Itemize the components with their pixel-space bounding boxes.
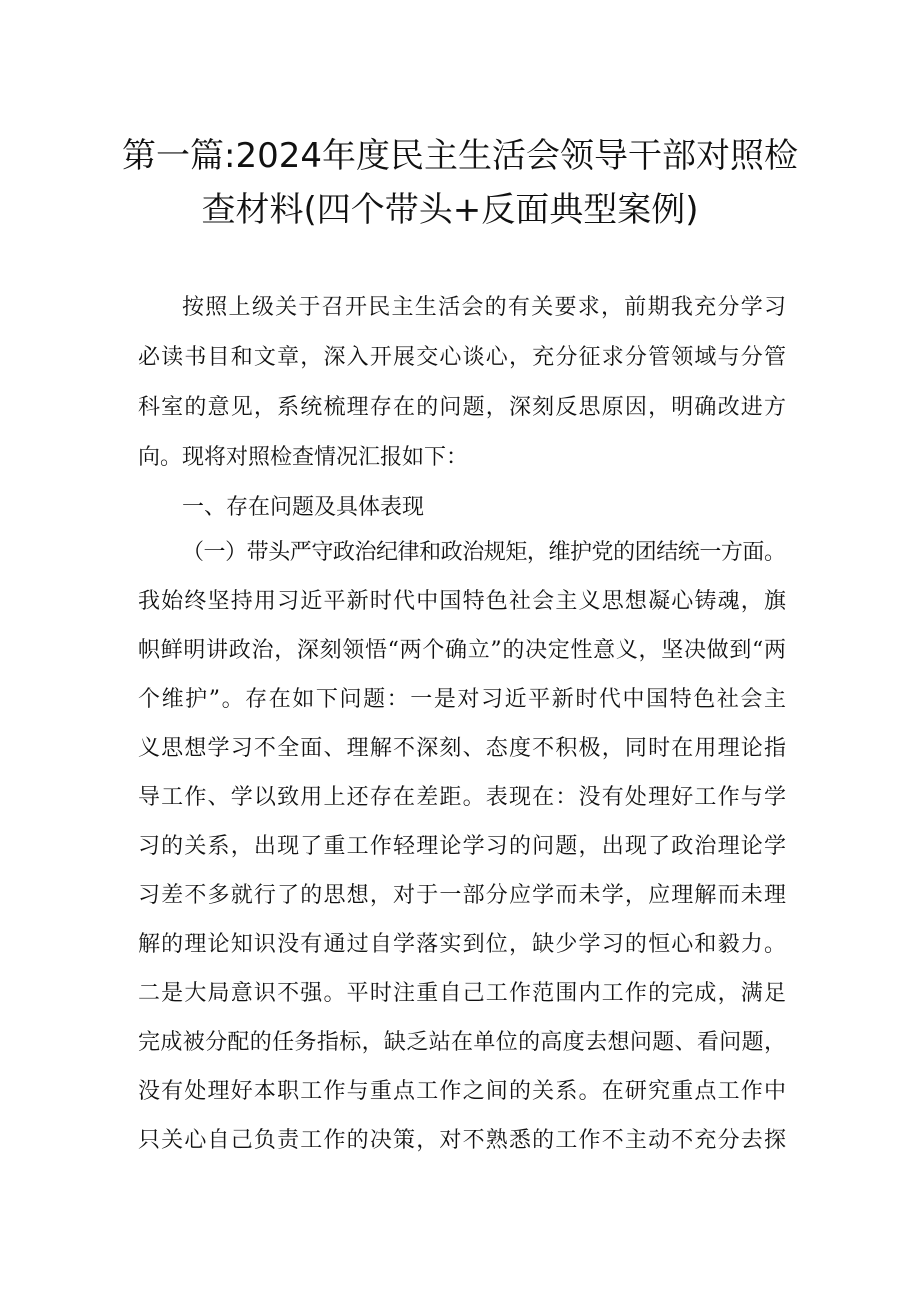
intro-line: 必读书目和文章，深入开展交心谈心，充分征求分管领域与分管: [138, 345, 788, 370]
body-line: （一）带头严守政治纪律和政治规矩，维护党的团结统一方面。: [182, 540, 786, 565]
body-line: 个维护”。存在如下问题：一是对习近平新时代中国特色社会主: [138, 687, 788, 712]
body-line: 没有处理好本职工作与重点工作之间的关系。在研究重点工作中: [138, 1079, 788, 1104]
body-line: 我始终坚持用习近平新时代中国特色社会主义思想凝心铸魂，旗: [138, 589, 788, 614]
body-line: 义思想学习不全面、理解不深刻、态度不积极，同时在用理论指: [138, 736, 788, 761]
section-heading: 一、存在问题及具体表现: [182, 495, 425, 520]
body-line: 解的理论知识没有通过自学落实到位，缺少学习的恒心和毅力。: [138, 932, 788, 957]
body-line: 习的关系，出现了重工作轻理论学习的问题，出现了政治理论学: [138, 834, 788, 859]
document-title-line-2: 查材料(四个带头+反面典型案例): [201, 190, 699, 230]
document-title-line-1: 第一篇:2024年度民主生活会领导干部对照检: [122, 136, 798, 176]
intro-line: 科室的意见，系统梳理存在的问题，深刻反思原因，明确改进方: [138, 395, 788, 420]
body-line: 完成被分配的任务指标，缺乏站在单位的高度去想问题、看问题，: [138, 1030, 787, 1055]
intro-paragraph: [138, 293, 788, 493]
body-line: 习差不多就行了的思想，对于一部分应学而未学，应理解而未理: [138, 883, 788, 908]
body-line: 帜鲜明讲政治，深刻领悟“两个确立”的决定性意义，坚决做到“两: [138, 638, 787, 663]
intro-line: 按照上级关于召开民主生活会的有关要求，前期我充分学习: [182, 295, 788, 320]
body-line: 只关心自己负责工作的决策，对不熟悉的工作不主动不充分去探: [138, 1128, 788, 1153]
intro-line: 向。现将对照检查情况汇报如下：: [138, 445, 469, 470]
body-line: 导工作、学以致用上还存在差距。表现在：没有处理好工作与学: [138, 785, 788, 810]
body-line: 二是大局意识不强。平时注重自己工作范围内工作的完成，满足: [138, 981, 788, 1006]
section-body: [138, 538, 798, 1168]
